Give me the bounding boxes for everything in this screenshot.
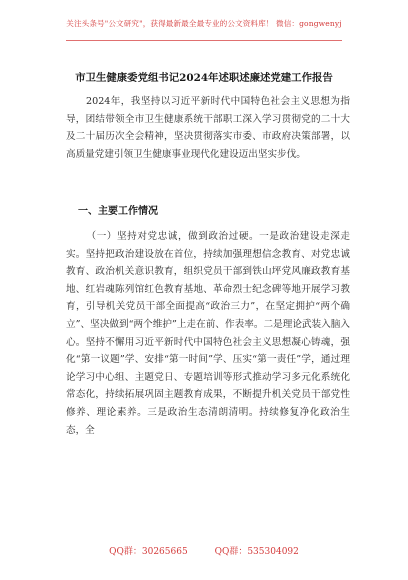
intro-text: 2024年，我坚持以习近平新时代中国特色社会主义思想为指导，团结带领全市卫生健康系统干部职工深入学习贯彻党的二十大及二十届历次全会精神，坚决贯彻落实市委、市政府决策部署，以高质量党建引领卫生健康事业现代化建设迈出坚实步伐。 xyxy=(66,96,350,160)
footer-qq-group-2: QQ群：535304092 xyxy=(214,547,299,557)
section-heading: 一、主要工作情况 xyxy=(78,206,158,217)
header-divider xyxy=(66,40,342,41)
watermark-banner: 关注头条号"公文研究"，获得最新最全最专业的公文资料库！ 微信：gongwenyj xyxy=(66,19,342,28)
footer-qq-group-1: QQ群：30265665 xyxy=(109,547,188,557)
document-title: 市卫生健康委党组书记2024年述职述廉述党建工作报告 xyxy=(75,72,333,84)
footer-banner xyxy=(0,544,408,557)
section-paragraph xyxy=(66,228,350,439)
section-paragraph-text: （一）坚持对党忠诚，做到政治过硬。一是政治建设走深走实。坚持把政治建设放在首位，持续加强理想信念教育、对党忠诚教育、政治机关意识教育，组织党员干部到铁山坪党风廉政教育基地、红岩魂陈列馆红色教育基地、革命烈士纪念碑等地开展学习教育，引导机关党员干部全面提高“政治三力”，在坚定拥护“两个确立”、坚决做到“两个维护”上走在前、作表率。二是理论武装入脑入心。坚持不懈用习近平新时代中国特色社会主义思想凝心铸魂，强化“第一议题”学、安排“第一时间”学、压实“第一责任”学，通过理论学习中心组、主题党日、专题培训等形式推动学习多元化系统化常态化，持续拓展巩固主题教育成果，不断提升机关党员干部党性修养、理论素养。三是政治生态清朗清明。持续修复净化政治生态，全 xyxy=(66,231,350,436)
intro-paragraph xyxy=(66,93,350,163)
